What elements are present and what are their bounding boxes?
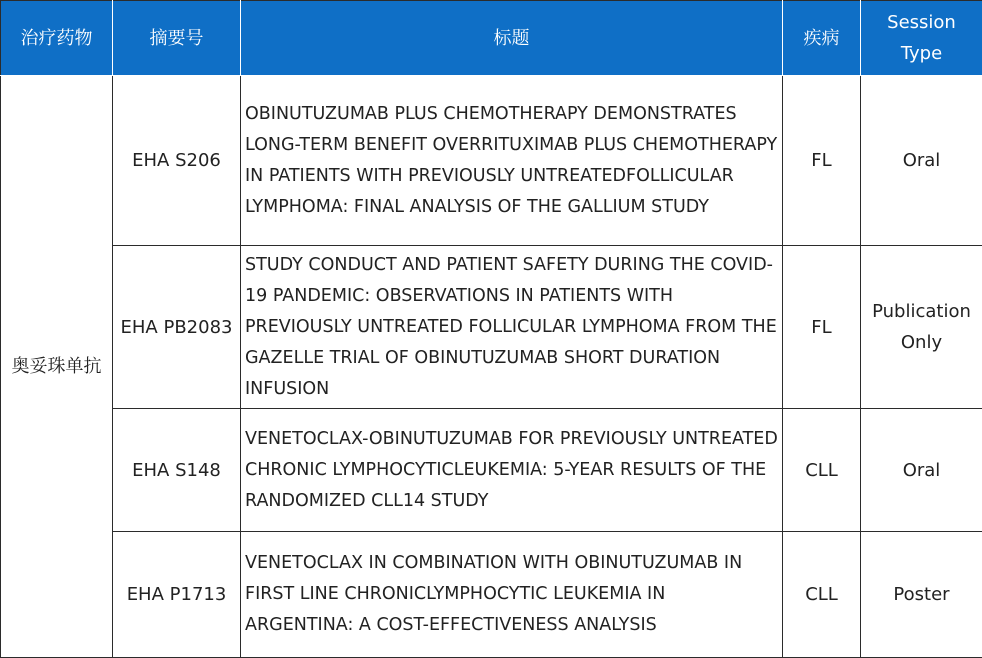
- abstract-no-cell: EHA S206: [113, 76, 241, 246]
- table-header: [1, 1, 982, 76]
- disease-cell: CLL: [783, 409, 861, 532]
- table-row: [1, 409, 982, 532]
- table-row: [1, 532, 982, 658]
- session-type-cell: Publication Only: [861, 246, 982, 409]
- title-cell: OBINUTUZUMAB PLUS CHEMOTHERAPY DEMONSTRATES LONG-TERM BENEFIT OVERRITUXIMAB PLUS CHEMOTHERAPY IN PATIENTS WITH PREVIOUSLY UNTREATEDFOLLICULAR LYMPHOMA: FINAL ANALYSIS OF THE GALLIUM STUDY: [241, 76, 783, 246]
- session-type-cell: Oral: [861, 76, 982, 246]
- disease-cell: FL: [783, 76, 861, 246]
- disease-cell: CLL: [783, 532, 861, 658]
- table-body: [1, 76, 982, 658]
- disease-cell: FL: [783, 246, 861, 409]
- header-row: [1, 1, 982, 76]
- abstract-no-cell: EHA P1713: [113, 532, 241, 658]
- title-cell: VENETOCLAX-OBINUTUZUMAB FOR PREVIOUSLY UNTREATED CHRONIC LYMPHOCYTICLEUKEMIA: 5-YEAR RESULTS OF THE RANDOMIZED CLL14 STUDY: [241, 409, 783, 532]
- title-cell: VENETOCLAX IN COMBINATION WITH OBINUTUZUMAB IN FIRST LINE CHRONICLYMPHOCYTIC LEUKEMIA IN ARGENTINA: A COST-EFFECTIVENESS ANALYSIS: [241, 532, 783, 658]
- header-session-type: Session Type: [861, 1, 982, 76]
- title-cell: STUDY CONDUCT AND PATIENT SAFETY DURING THE COVID-19 PANDEMIC: OBSERVATIONS IN PATIENTS WITH PREVIOUSLY UNTREATED FOLLICULAR LYMPHOMA FROM THE GAZELLE TRIAL OF OBINUTUZUMAB SHORT DURATION INFUSION: [241, 246, 783, 409]
- table-row: [1, 246, 982, 409]
- header-disease: 疾病: [783, 1, 861, 76]
- drug-cell: 奥妥珠单抗: [1, 76, 113, 658]
- abstract-no-cell: EHA PB2083: [113, 246, 241, 409]
- header-abstract-no: 摘要号: [113, 1, 241, 76]
- header-title: 标题: [241, 1, 783, 76]
- session-type-cell: Oral: [861, 409, 982, 532]
- table-row: [1, 76, 982, 246]
- session-type-cell: Poster: [861, 532, 982, 658]
- abstract-no-cell: EHA S148: [113, 409, 241, 532]
- header-drug: 治疗药物: [1, 1, 113, 76]
